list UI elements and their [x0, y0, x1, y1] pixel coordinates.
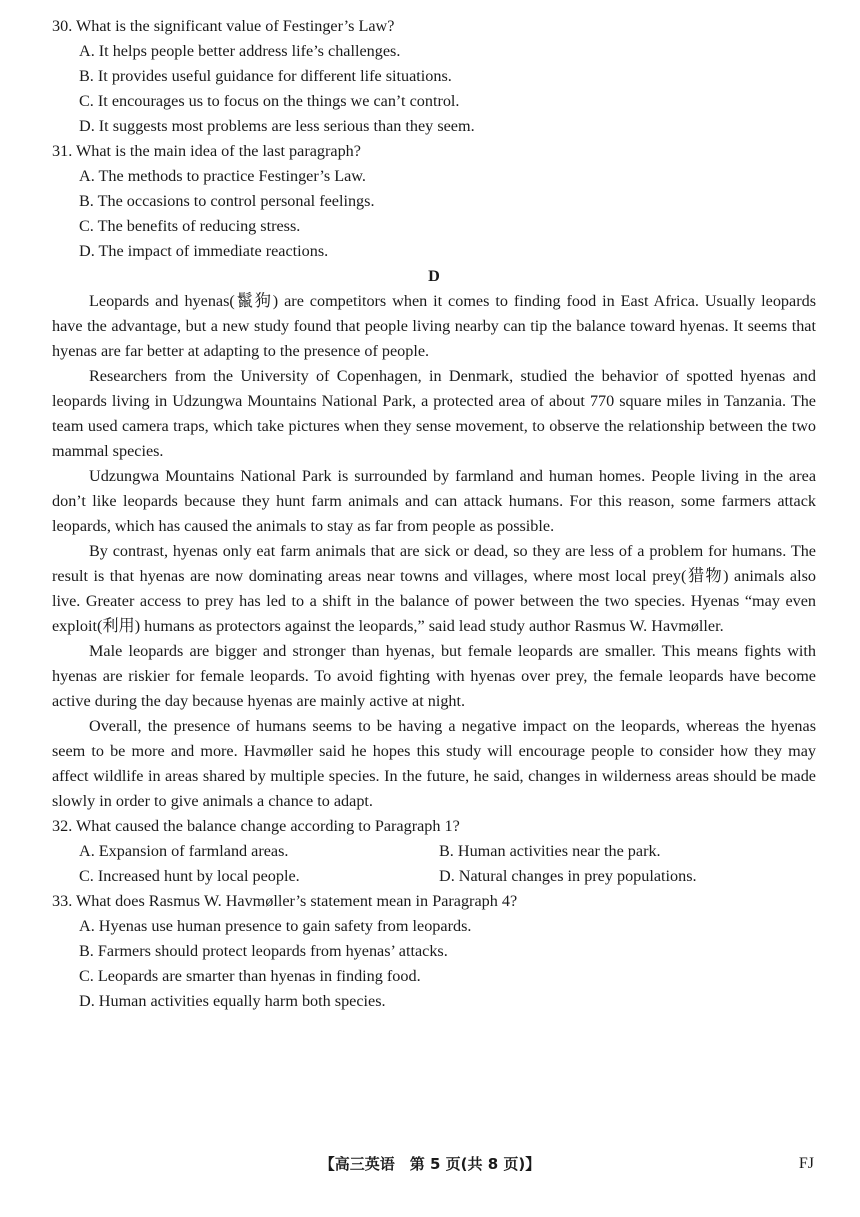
question-32-options-row-2: [52, 864, 816, 889]
question-31-option-c: C. The benefits of reducing stress.: [79, 217, 301, 235]
question-33-stem: 33. What does Rasmus W. Havmøller’s statement mean in Paragraph 4?: [52, 892, 518, 910]
question-32-stem: 32. What caused the balance change according to Paragraph 1?: [52, 817, 460, 835]
question-30-stem: 30. What is the significant value of Festinger’s Law?: [52, 17, 395, 35]
question-32-option-c: C. Increased hunt by local people.: [79, 867, 300, 885]
passage-paragraph-4: By contrast, hyenas only eat farm animals that are sick or dead, so they are less of a problem for humans. The result is that hyenas are now dominating areas near towns and villages, where most local prey(猎物) animals also live. Greater access to prey has led to a shift in the balance of power between the two species. Hyenas “may even exploit(利用) humans as protectors against the leopards,” said lead study author Rasmus W. Havmøller.: [52, 542, 816, 635]
question-33-option-a: A. Hyenas use human presence to gain safety from leopards.: [79, 917, 472, 935]
question-30-option-c: C. It encourages us to focus on the things we can’t control.: [79, 92, 460, 110]
question-31-option-d: D. The impact of immediate reactions.: [79, 242, 329, 260]
passage-paragraph-2: Researchers from the University of Copenhagen, in Denmark, studied the behavior of spotted hyenas and leopards living in Udzungwa Mountains National Park, a protected area of about 770 square miles in Tanzania. The team used camera traps, which take pictures when they sense movement, to observe the relationship between the two mammal species.: [52, 367, 816, 460]
question-31-option-b: B. The occasions to control personal feelings.: [79, 192, 375, 210]
footer-page-info: 【高三英语 第 5 页(共 8 页)】: [319, 1155, 541, 1173]
passage-paragraph-6: Overall, the presence of humans seems to be having a negative impact on the leopards, whereas the hyenas seem to be more and more. Havmøller said he hopes this study will encourage people to consider how they may affect wildlife in areas shared by multiple species. In the future, he said, changes in wilderness areas should be made slowly in order to give animals a chance to adapt.: [52, 717, 816, 810]
question-31-option-a: A. The methods to practice Festinger’s Law.: [79, 167, 366, 185]
passage-paragraph-1: Leopards and hyenas(鬣狗) are competitors when it comes to finding food in East Africa. Usually leopards have the advantage, but a new study found that people living nearby can tip the balance toward hyenas. It seems that hyenas are far better at adapting to the presence of people.: [52, 292, 816, 360]
question-30-option-b: B. It provides useful guidance for different life situations.: [79, 67, 452, 85]
page-content: [52, 14, 816, 1014]
section-label: D: [428, 267, 440, 285]
question-32-option-a: A. Expansion of farmland areas.: [79, 842, 289, 860]
page-footer: [0, 1152, 860, 1176]
question-31-stem: 31. What is the main idea of the last paragraph?: [52, 142, 361, 160]
question-32-option-d: D. Natural changes in prey populations.: [439, 867, 697, 885]
question-33-option-d: D. Human activities equally harm both species.: [79, 992, 386, 1010]
question-32-option-b: B. Human activities near the park.: [439, 842, 661, 860]
question-30-option-d: D. It suggests most problems are less serious than they seem.: [79, 117, 475, 135]
passage-paragraph-3: Udzungwa Mountains National Park is surrounded by farmland and human homes. People living in the area don’t like leopards because they hunt farm animals and can attack humans. For this reason, some farmers attack leopards, which has caused the animals to stay as far from people as possible.: [52, 467, 816, 535]
question-33-option-c: C. Leopards are smarter than hyenas in finding food.: [79, 967, 421, 985]
footer-region-code: FJ: [798, 1155, 814, 1172]
question-33-option-b: B. Farmers should protect leopards from hyenas’ attacks.: [79, 942, 448, 960]
question-32-options-row-1: [52, 839, 816, 864]
passage-paragraph-5: Male leopards are bigger and stronger than hyenas, but female leopards are smaller. This means fights with hyenas are riskier for female leopards. To avoid fighting with hyenas over prey, the female leopards have become active during the day because hyenas are mainly active at night.: [52, 642, 816, 710]
question-30-option-a: A. It helps people better address life’s challenges.: [79, 42, 401, 60]
